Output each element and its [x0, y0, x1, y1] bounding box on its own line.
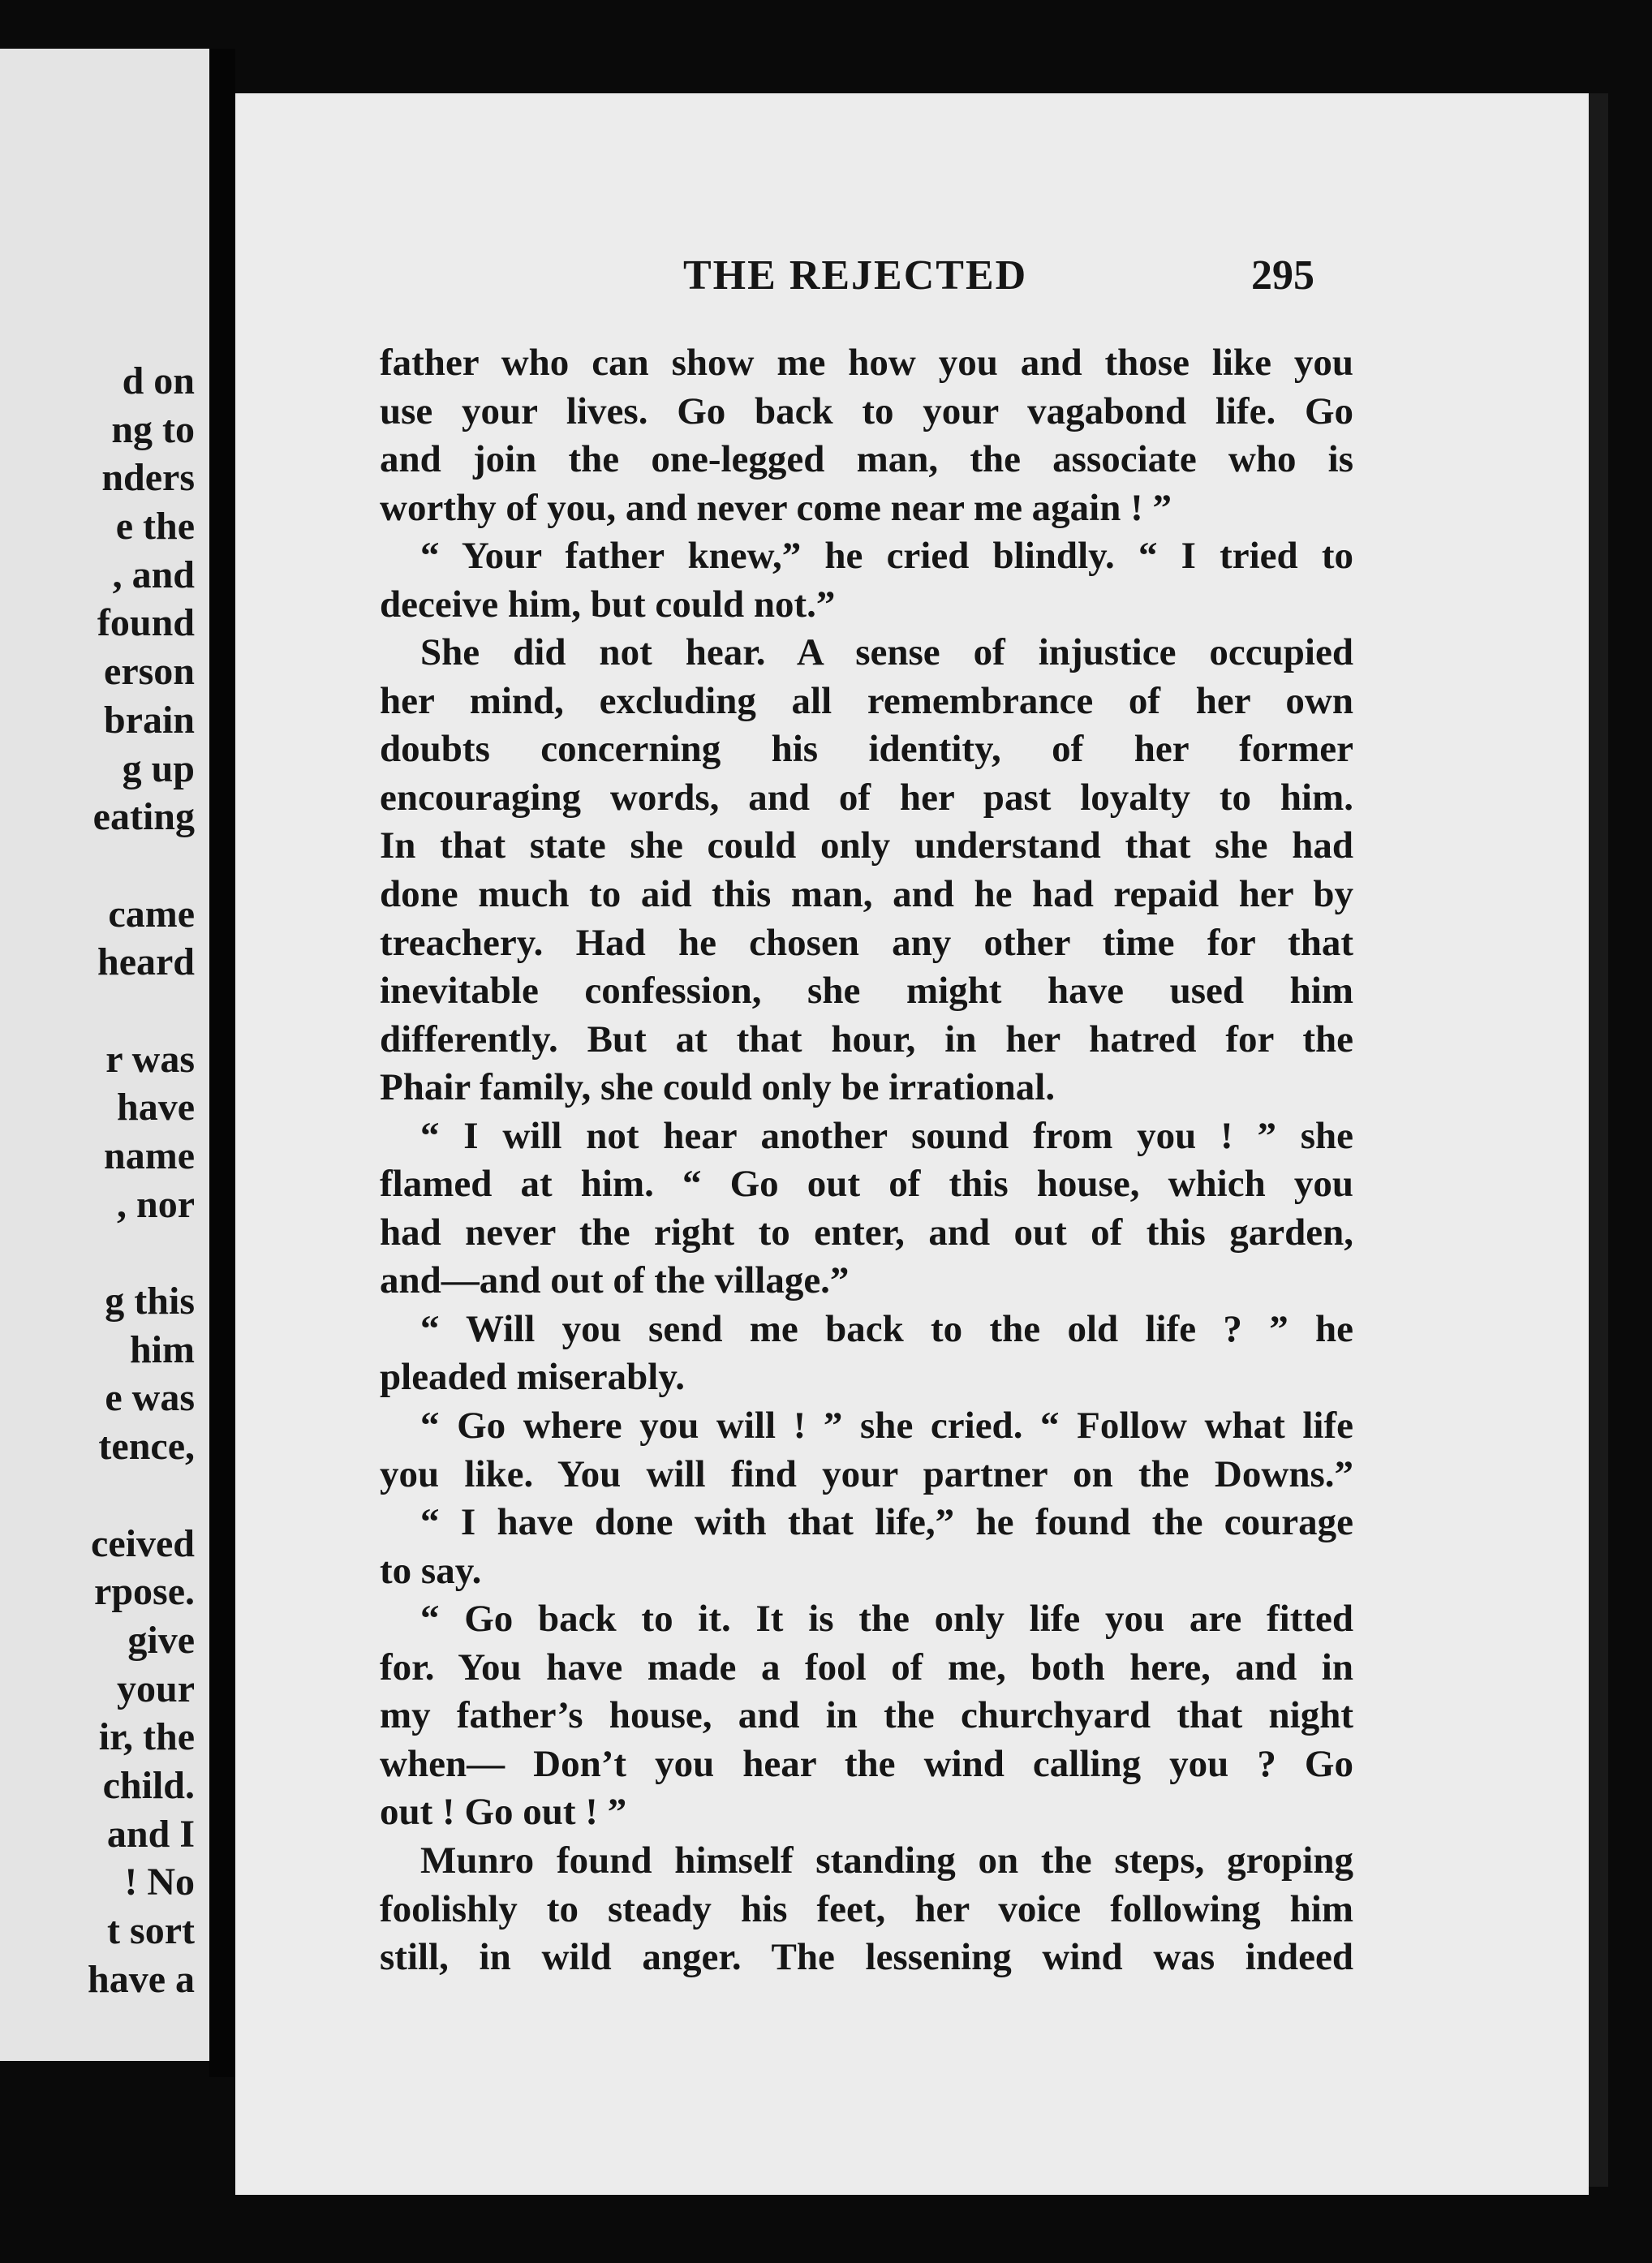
text-line: foolishly to steady his feet, her voice following him — [380, 1887, 1353, 1930]
previous-page-line: ceived — [91, 1521, 195, 1565]
text-line: had never the right to enter, and out of this garden, — [380, 1211, 1353, 1254]
previous-page-line — [88, 841, 195, 890]
previous-page-line: , nor — [117, 1182, 195, 1226]
page-edge-shadow — [1589, 93, 1608, 2187]
text-line: and—and out of the village.” — [380, 1259, 850, 1302]
text-line: pleaded miserably. — [380, 1356, 686, 1399]
text-line: her mind, excluding all remembrance of her own — [380, 679, 1353, 722]
previous-page-line: t sort — [107, 1909, 195, 1952]
book-page — [235, 93, 1589, 2195]
previous-page-line: g up — [122, 746, 195, 790]
previous-page-line: e was — [105, 1376, 195, 1420]
text-line: still, in wild anger. The lessening wind was indeed — [380, 1936, 1353, 1979]
previous-page-line: came — [108, 892, 195, 936]
text-line: father who can show me how you and those like you — [380, 342, 1353, 384]
page-number: 295 — [1251, 252, 1314, 299]
previous-page-line: eating — [92, 795, 195, 839]
previous-page-line: heard — [97, 940, 195, 984]
text-line: Phair family, she could only be irrational. — [380, 1066, 1056, 1109]
previous-page-line: name — [104, 1134, 195, 1177]
previous-page-line: have a — [88, 1957, 195, 2001]
previous-page-line: and I — [106, 1812, 195, 1856]
text-line: for. You have made a fool of me, both here, and in — [380, 1646, 1353, 1689]
text-line: She did not hear. A sense of injustice occupied — [420, 631, 1353, 674]
previous-page-line: ng to — [111, 407, 195, 451]
previous-page-line: rpose. — [94, 1570, 195, 1614]
previous-page-line: e the — [115, 505, 195, 549]
previous-page-text — [88, 357, 195, 2003]
previous-page-line — [88, 987, 195, 1035]
previous-page-line: child. — [102, 1763, 195, 1807]
text-line: “ Will you send me back to the old life ? ” he — [420, 1307, 1353, 1350]
text-line: “ Your father knew,” he cried blindly. “ I tried to — [420, 535, 1353, 578]
previous-page-line: tence, — [98, 1425, 195, 1469]
text-line: “ Go where you will ! ” she cried. “ Follow what life — [420, 1405, 1353, 1448]
previous-page-line: give — [127, 1618, 195, 1662]
text-line: you like. You will find your partner on the Downs.” — [380, 1452, 1353, 1495]
text-line: encouraging words, and of her past loyalty to him. — [380, 776, 1353, 819]
previous-page-fragment — [0, 49, 209, 2061]
text-line: doubts concerning his identity, of her former — [380, 728, 1353, 771]
text-line: use your lives. Go back to your vagabond life. Go — [380, 389, 1353, 432]
running-head — [235, 247, 1589, 304]
previous-page-line: ir, the — [98, 1715, 195, 1759]
text-line: done much to aid this man, and he had repaid her by — [380, 873, 1353, 916]
previous-page-line: erson — [104, 650, 195, 694]
previous-page-line — [88, 1228, 195, 1277]
previous-page-line: r was — [105, 1037, 195, 1081]
text-line: treachery. Had he chosen any other time for that — [380, 921, 1353, 964]
previous-page-line: ! No — [124, 1861, 195, 1904]
previous-page-line: found — [97, 601, 195, 645]
previous-page-line: your — [117, 1667, 195, 1710]
text-line: “ I have done with that life,” he found the courage — [420, 1501, 1353, 1544]
text-line: my father’s house, and in the churchyard that night — [380, 1694, 1353, 1737]
previous-page-line: d on — [122, 359, 195, 402]
text-line: when— Don’t you hear the wind calling you ? Go — [380, 1742, 1353, 1785]
text-line: worthy of you, and never come near me again ! ” — [380, 486, 1172, 529]
previous-page-line: brain — [103, 698, 195, 742]
previous-page-line: have — [117, 1086, 195, 1129]
text-line: Munro found himself standing on the steps, groping — [420, 1839, 1353, 1882]
text-line: differently. But at that hour, in her hatred for the — [380, 1017, 1353, 1061]
previous-page-line: g this — [105, 1280, 195, 1323]
book-gutter — [209, 49, 235, 2077]
previous-page-line: nders — [101, 456, 195, 500]
text-line: deceive him, but could not.” — [380, 583, 836, 626]
text-line: out ! Go out ! ” — [380, 1791, 627, 1834]
previous-page-line — [88, 1471, 195, 1520]
text-line: In that state she could only understand that she had — [380, 824, 1353, 867]
text-line: “ Go back to it. It is the only life you are fitted — [420, 1598, 1353, 1641]
text-line: to say. — [380, 1549, 482, 1592]
text-line: “ I will not hear another sound from you ! ” she — [420, 1114, 1353, 1157]
previous-page-line: , and — [112, 553, 195, 596]
text-line: and join the one-legged man, the associate who is — [380, 438, 1353, 481]
running-title: THE REJECTED — [683, 252, 1028, 299]
body-text — [380, 339, 1353, 1982]
previous-page-line: him — [129, 1327, 195, 1371]
text-line: flamed at him. “ Go out of this house, which you — [380, 1163, 1353, 1206]
text-line: inevitable confession, she might have used him — [380, 970, 1353, 1013]
